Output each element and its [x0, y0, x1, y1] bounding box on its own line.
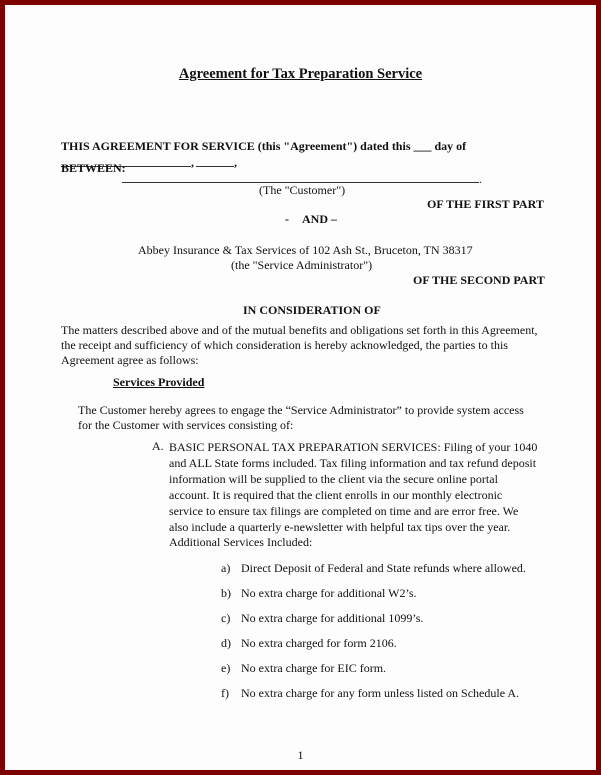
page-number: 1	[297, 748, 304, 762]
service-a-text: BASIC PERSONAL TAX PREPARATION SERVICES: Filing of your 1040 and ALL State forms included. Tax filing information and tax refund deposit information will be supplied to the client via the secure online portal account. It is required that the client enrolls in our monthly electronic service to ensure tax filings are completed on time and are error free. We also include a quarterly e-newsletter with helpful tax tips over the year.	[169, 440, 538, 534]
list-item	[221, 586, 417, 601]
list-marker: e)	[221, 661, 231, 675]
list-item	[221, 661, 386, 676]
document-title: Agreement for Tax Preparation Service	[178, 66, 423, 82]
date-comma-1: ,	[191, 155, 194, 169]
list-text: No extra charge for additional W2’s.	[241, 586, 417, 600]
and-dash: -	[285, 212, 289, 226]
second-part-label: OF THE SECOND PART	[413, 273, 545, 287]
list-item	[221, 636, 397, 651]
list-marker: b)	[221, 586, 231, 600]
consideration-paragraph: The matters described above and of the mutual benefits and obligations set forth in this Agreement, the receipt and sufficiency of which consideration is hereby acknowledged, the parties to this Agreement agree as follows:	[61, 323, 538, 367]
customer-label: (The "Customer")	[259, 183, 346, 197]
additional-heading: Additional Services Included:	[169, 535, 313, 549]
first-part-label: OF THE FIRST PART	[427, 197, 544, 211]
administrator-label: (the "Service Administrator")	[231, 258, 373, 272]
customer-blank-period: .	[479, 172, 482, 186]
list-item	[221, 611, 423, 626]
intro-line: THIS AGREEMENT FOR SERVICE (this "Agreement") dated this ___ day of	[61, 139, 467, 153]
list-text: No extra charge for additional 1099’s.	[241, 611, 424, 625]
date-comma-2: ,	[234, 155, 237, 169]
list-text: No extra charge for any form unless listed on Schedule A.	[241, 686, 520, 700]
services-intro: The Customer hereby agrees to engage the “Service Administrator” to provide system access for the Customer with services consisting of:	[78, 403, 524, 432]
list-text: No extra charge for EIC form.	[241, 661, 387, 675]
services-heading: Services Provided	[113, 375, 205, 389]
service-a-marker: A.	[152, 439, 164, 453]
date-blank-year[interactable]	[196, 166, 234, 167]
list-item	[221, 561, 526, 576]
list-text: Direct Deposit of Federal and State refunds where allowed.	[241, 561, 526, 575]
document-page	[5, 5, 596, 770]
consideration-heading: IN CONSIDERATION OF	[243, 303, 381, 317]
list-marker: a)	[221, 561, 231, 575]
administrator-address: Abbey Insurance & Tax Services of 102 Ash St., Bruceton, TN 38317	[138, 243, 473, 257]
list-item	[221, 686, 519, 701]
list-text: No extra charged for form 2106.	[241, 636, 397, 650]
list-marker: c)	[221, 611, 231, 625]
and-label: AND –	[302, 212, 337, 226]
list-marker: d)	[221, 636, 231, 650]
list-marker: f)	[221, 686, 229, 700]
between-label: BETWEEN:	[61, 161, 126, 175]
